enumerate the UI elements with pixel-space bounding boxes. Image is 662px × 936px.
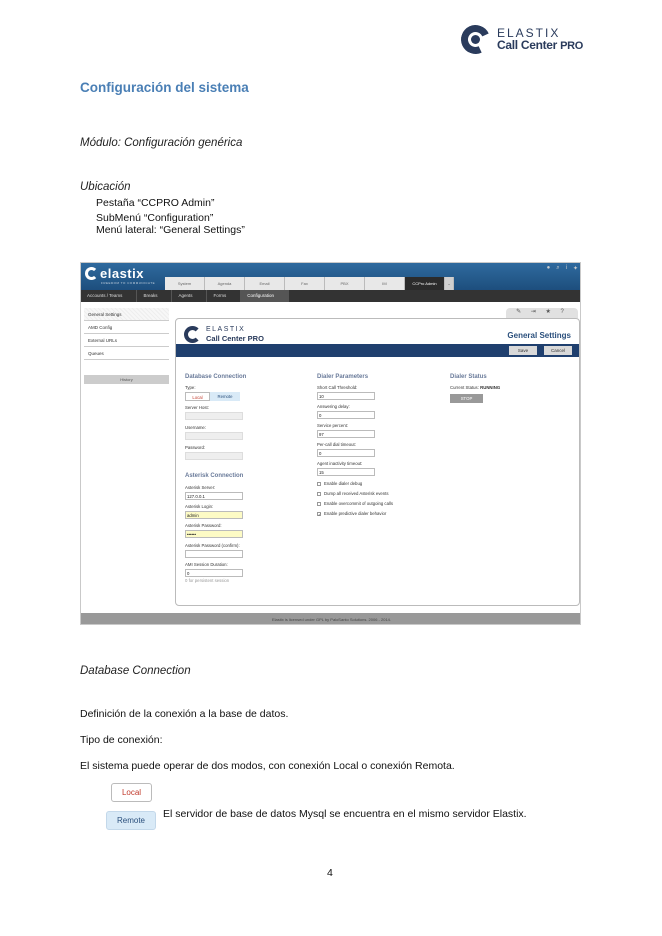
panel-action-bar [176, 344, 579, 357]
history-button[interactable]: History [84, 375, 169, 384]
asterisk-server-label: Asterisk Server: [185, 485, 216, 490]
checkbox-dialer-debug[interactable] [317, 481, 362, 486]
short-call-threshold-input[interactable]: 10 [317, 392, 375, 400]
db-password-input[interactable] [185, 452, 243, 460]
agent-inactivity-label: Agent inactivity timeout: [317, 461, 363, 466]
tab-fax[interactable]: Fax [285, 277, 325, 290]
db-password-label: Password: [185, 445, 206, 450]
local-button-image: Local [111, 783, 152, 802]
paragraph-modes: El sistema puede operar de dos modos, con conexión Local o conexión Remota. [80, 760, 455, 772]
checkbox-icon[interactable] [317, 482, 321, 486]
logo-line2-pro: PRO [560, 40, 584, 52]
tab-ccpro-admin[interactable]: CCPro Admin [405, 277, 445, 290]
panel-logo-icon [184, 326, 201, 343]
tab-pbx[interactable]: PBX [325, 277, 365, 290]
db-username-input[interactable] [185, 432, 243, 440]
panel-logo-a: ELASTIX [206, 326, 246, 333]
module-title: Módulo: Configuración genérica [80, 137, 243, 149]
asterisk-password-confirm-input[interactable] [185, 550, 243, 558]
sidebar-item-queues[interactable]: Queues [84, 347, 169, 360]
db-remote-toggle[interactable]: Remote [210, 392, 240, 401]
short-call-threshold-label: Short Call Threshold: [317, 385, 358, 390]
per-call-timeout-label: Per-call dial timeout: [317, 442, 356, 447]
tool-icons[interactable]: ✎ ⇥ ★ ? [506, 308, 578, 318]
db-host-label: Server Host: [185, 405, 209, 410]
asterisk-server-input[interactable]: 127.0.0.1 [185, 492, 243, 500]
sidebar-item-amd-config[interactable]: AMD Config [84, 321, 169, 334]
sidebar-item-external-urls[interactable]: External URLs [84, 334, 169, 347]
tab-email[interactable]: Email [245, 277, 285, 290]
dialer-section-title: Dialer Parameters [317, 374, 369, 380]
paragraph-local-description: El servidor de base de datos Mysql se encuentra en el mismo servidor Elastix. [163, 808, 527, 820]
panel-logo-b: Call Center PRO [206, 334, 264, 343]
service-percent-label: Service percent: [317, 423, 349, 428]
db-host-input[interactable] [185, 412, 243, 420]
tab-agenda[interactable]: Agenda [205, 277, 245, 290]
submenu-configuration[interactable]: Configuration [241, 290, 289, 302]
remote-button-image: Remote [106, 811, 156, 830]
submenu-breaks[interactable]: Breaks [137, 290, 172, 302]
db-type-label: Type: [185, 385, 196, 390]
checkbox-dump-events[interactable] [317, 491, 388, 496]
checkbox-icon[interactable] [317, 492, 321, 496]
stop-button[interactable]: STOP [450, 394, 483, 403]
panel-logo [184, 326, 274, 346]
settings-panel [175, 318, 580, 606]
ami-duration-note: 0 for persistent session [185, 578, 230, 583]
db-local-toggle[interactable]: Local [185, 392, 210, 401]
per-call-timeout-input[interactable]: 0 [317, 449, 375, 457]
ami-duration-label: AMI Session Duration: [185, 562, 228, 567]
asterisk-password-confirm-label: Asterisk Password (confirm): [185, 543, 240, 548]
location-line-3: Menú lateral: “General Settings” [96, 224, 245, 236]
db-section-title: Database Connection [185, 374, 247, 380]
brand [85, 266, 155, 285]
logo-dot [471, 35, 480, 44]
elastix-callcenter-logo [461, 24, 586, 56]
location-title: Ubicación [80, 181, 131, 193]
asterisk-section-title: Asterisk Connection [185, 473, 244, 479]
checkbox-predictive[interactable] [317, 511, 386, 516]
checkbox-label: Enable predictive dialer behavior [324, 511, 387, 516]
pin-icon[interactable]: ✦ [572, 266, 578, 272]
tab-im[interactable]: IM [365, 277, 405, 290]
checkbox-icon[interactable] [317, 502, 321, 506]
dialer-status-title: Dialer Status [450, 374, 487, 380]
top-icons [547, 265, 578, 272]
footer-bar: Elastix is licensed under GPL by PaloSanto Solutions. 2006 - 2014. [81, 613, 581, 625]
search-icon[interactable]: ⌕ [556, 265, 560, 271]
user-icon[interactable]: ● [546, 265, 551, 271]
submenu-bar [81, 290, 581, 302]
submenu-accounts-teams[interactable]: Accounts / Teams [81, 290, 137, 302]
asterisk-password-label: Asterisk Password: [185, 523, 222, 528]
agent-inactivity-input[interactable]: 15 [317, 468, 375, 476]
embedded-screenshot [80, 262, 581, 625]
checkbox-overcommit[interactable] [317, 501, 393, 506]
paragraph-definition: Definición de la conexión a la base de datos. [80, 708, 289, 720]
ami-duration-input[interactable]: 0 [185, 569, 243, 577]
answering-delay-input[interactable]: 0 [317, 411, 375, 419]
panel-title: General Settings [507, 331, 571, 340]
logo-line2 [497, 38, 583, 52]
elastix-logo-icon [85, 267, 98, 280]
location-line-1: Pestaña “CCPRO Admin” [96, 197, 215, 209]
dialer-status-line [450, 385, 500, 390]
checkbox-label: Enable overcommit of outgoing calls [324, 501, 394, 506]
submenu-forms[interactable]: Forms [207, 290, 241, 302]
page-number: 4 [327, 867, 333, 879]
dialer-status-label: Current Status: [450, 385, 479, 390]
brand-sub: FREEDOM TO COMMUNICATE [101, 281, 156, 285]
dialer-status-value: RUNNING [480, 385, 501, 390]
cancel-button[interactable]: Cancel [544, 346, 572, 355]
logo-line1: ELASTIX [497, 26, 561, 40]
location-line-2: SubMenú “Configuration” [96, 212, 214, 224]
brand-text: elastix [100, 266, 144, 281]
logo-line2-text: Call Center [497, 38, 558, 52]
checkbox-checked-icon[interactable]: ✓ [318, 512, 322, 517]
save-button[interactable]: Save [509, 346, 537, 355]
service-percent-input[interactable]: 97 [317, 430, 375, 438]
sidebar-item-general-settings[interactable]: General Settings [84, 308, 169, 321]
paragraph-connection-type: Tipo de conexión: [80, 734, 163, 746]
asterisk-password-input[interactable]: •••••• [185, 530, 243, 538]
db-username-label: Username: [185, 425, 207, 430]
db-connection-heading: Database Connection [80, 665, 191, 677]
module-tabs [165, 277, 454, 290]
tabs-more-icon[interactable]: ⌄ [445, 277, 454, 290]
top-bar [81, 263, 581, 290]
asterisk-login-label: Asterisk Login: [185, 504, 214, 509]
info-icon[interactable]: i [565, 265, 567, 271]
checkbox-label: Dump all received Asterisk events [324, 491, 389, 496]
page-heading: Configuración del sistema [80, 80, 249, 95]
answering-delay-label: Answering delay: [317, 404, 350, 409]
side-menu [84, 308, 169, 360]
tab-system[interactable]: System [165, 277, 205, 290]
submenu-agents[interactable]: Agents [172, 290, 207, 302]
asterisk-login-input[interactable]: admin [185, 511, 243, 519]
checkbox-label: Enable dialer debug [324, 481, 363, 486]
